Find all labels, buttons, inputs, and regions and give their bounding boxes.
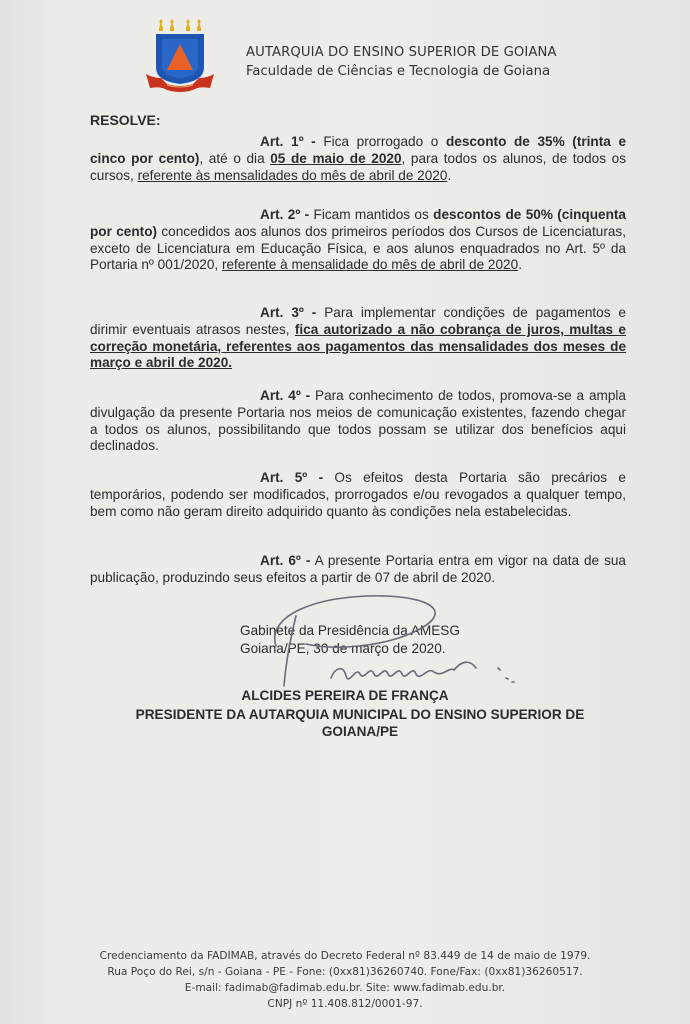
footer-accreditation: Credenciamento da FADIMAB, através do Decreto Federal nº 83.449 de 14 de maio de 1979. (99, 950, 591, 962)
article-2-label: Art. 2º - (260, 207, 310, 222)
signatory-name: ALCIDES PEREIRA DE FRANÇA (241, 688, 449, 703)
institution-name: AUTARQUIA DO ENSINO SUPERIOR DE GOIANA (246, 45, 557, 60)
office-line: Gabinete da Presidência da AMESG (240, 623, 460, 638)
article-2: Art. 2º - Ficam mantidos os descontos de 50% (cinquenta por cento) concedidos aos alunos dos primeiros períodos dos Cursos de Licenciaturas, exceto de Licenciatura em Educação Física, e aos alunos enquadrados no Art. 5º da Portaria nº 001/2020, referente à mensalidade do mês de abril de 2020. (90, 207, 626, 273)
signatory-title: PRESIDENTE DA AUTARQUIA MUNICIPAL DO ENSINO SUPERIOR DE GOIANA/PE (135, 707, 585, 739)
article-1-label: Art. 1º - (260, 134, 316, 149)
article-5: Art. 5º - Os efeitos desta Portaria são precários e temporários, podendo ser modificados, prorrogados e/ou revogados a qualquer tempo, bem como não geram direito adquirido quanto às condições nela estabelecidas. (90, 470, 626, 519)
article-5-label: Art. 5º - (260, 470, 324, 485)
institution-header (246, 45, 557, 79)
article-4-label: Art. 4º - (260, 388, 311, 403)
footer-address: Rua Poço do Rei, s/n - Goiana - PE - Fone: (0xx81)36260740. Fone/Fax: (0xx81)36260517. (107, 966, 583, 978)
faculty-name: Faculdade de Ciências e Tecnologia de Goiana (246, 64, 551, 79)
article-4: Art. 4º - Para conhecimento de todos, promova-se a ampla divulgação da presente Portaria nos meios de comunicação existentes, fazendo chegar a todos os alunos, possibilitando que todos possam se utilizar dos benefícios aqui declinados. (90, 388, 626, 454)
article-3: Art. 3º - Para implementar condições de pagamentos e dirimir eventuais atrasos nestes, fica autorizado a não cobrança de juros, multas e correção monetária, referentes aos pagamentos das mensalidades dos meses de março e abril de 2020. (90, 305, 626, 371)
resolve-heading: RESOLVE: (90, 112, 161, 128)
footer-contact: E-mail: fadimab@fadimab.edu.br. Site: www.fadimab.edu.br. (184, 982, 506, 994)
footer-cnpj: CNPJ nº 11.408.812/0001-97. (267, 998, 423, 1010)
institution-logo (143, 18, 217, 98)
article-6-label: Art. 6º - (260, 553, 311, 568)
footer (0, 948, 690, 1012)
article-6: Art. 6º - A presente Portaria entra em vigor na data de sua publicação, produzindo seus efeitos a partir de 07 de abril de 2020. (90, 553, 626, 585)
article-1: Art. 1º - Fica prorrogado o desconto de 35% (trinta e cinco por cento), até o dia 05 de maio de 2020, para todos os alunos, de todos os cursos, referente às mensalidades do mês de abril de 2020. (90, 134, 626, 183)
date-line: Goiana/PE, 30 de março de 2020. (240, 641, 446, 656)
article-3-label: Art. 3º - (260, 305, 317, 320)
